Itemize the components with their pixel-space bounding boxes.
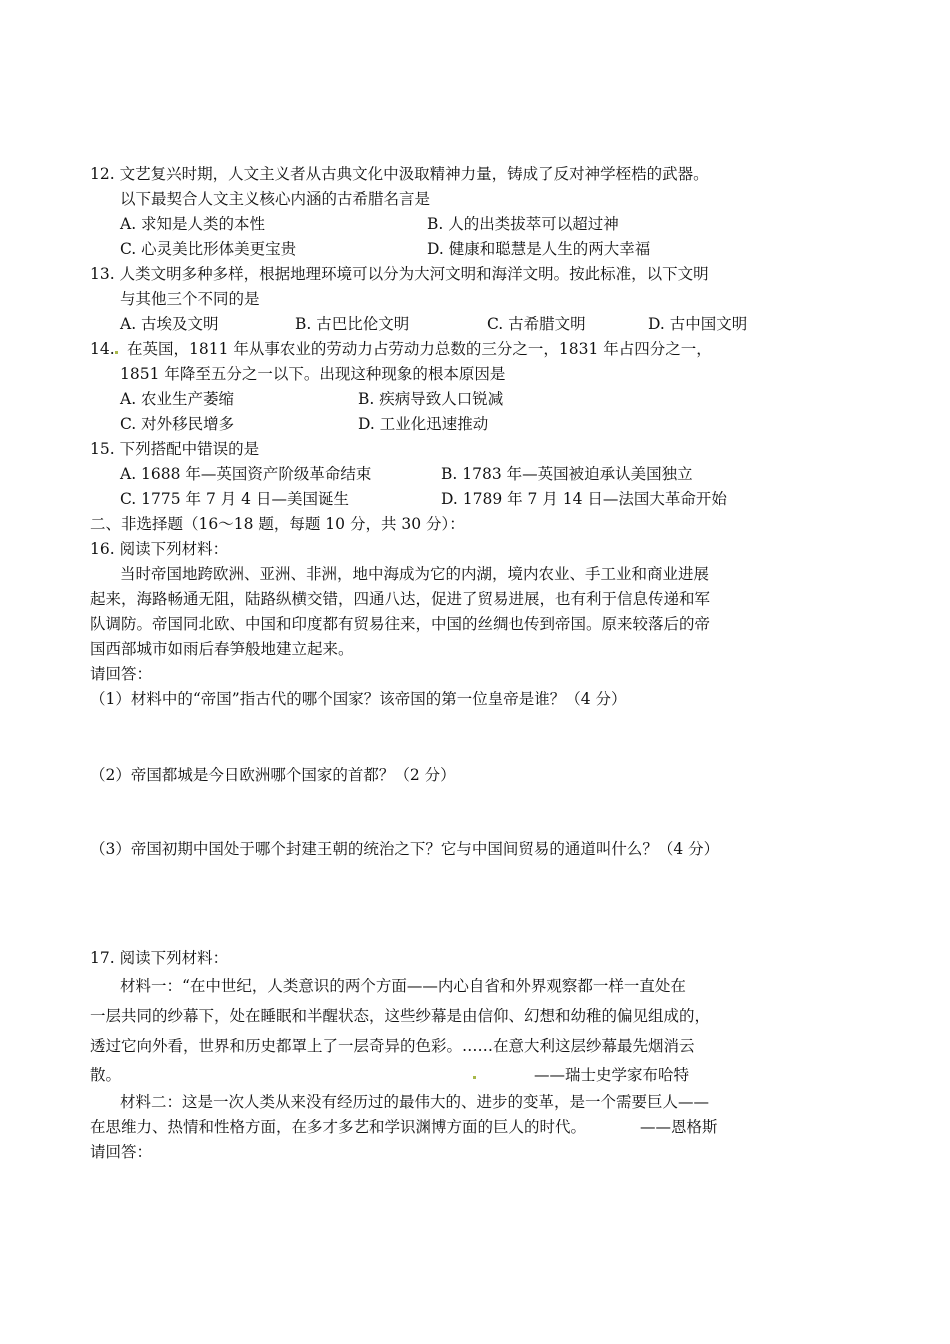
q13-option-d: D. 古中国文明 (648, 315, 748, 333)
q16-material-line2: 起来，海路畅通无阻，陆路纵横交错，四通八达，促进了贸易进展，也有利于信息传递和军 (90, 590, 711, 608)
q17-material1-line4: 散。 (90, 1066, 122, 1084)
q16-subquestion-1: （1）材料中的“帝国”指古代的哪个国家？该帝国的第一位皇帝是谁？（4 分） (90, 690, 627, 708)
q17-material2-line2: 在思维力、热情和性格方面，在多才多艺和学识渊博方面的巨人的时代。 (90, 1118, 587, 1136)
q12-stem-line1: 12. 文艺复兴时期，人文主义者从古典文化中汲取精神力量，铸成了反对神学桎梏的武器。 (90, 165, 709, 183)
q12-option-c: C. 心灵美比形体美更宝贵 (120, 240, 297, 258)
speck-mark (473, 1076, 476, 1079)
q17-material2-line1: 材料二：这是一次人类从来没有经历过的最伟大的、进步的变革，是一个需要巨人—— (120, 1093, 710, 1111)
q14-option-a: A. 农业生产萎缩 (120, 390, 235, 408)
q17-material1-line2: 一层共同的纱幕下，处在睡眠和半醒状态，这些纱幕是由信仰、幻想和幼稚的偏见组成的， (90, 1007, 711, 1025)
q16-material-line3: 队调防。帝国同北欧、中国和印度都有贸易往来，中国的丝绸也传到帝国。原来较落后的帝 (90, 615, 711, 633)
q12-option-a: A. 求知是人类的本性 (120, 215, 266, 233)
speck-mark (115, 351, 118, 354)
q16-material-line4: 国西部城市如雨后春笋般地建立起来。 (90, 640, 354, 658)
q13-option-b: B. 古巴比伦文明 (295, 315, 410, 333)
q17-material2-source: ——恩格斯 (640, 1118, 718, 1136)
q14-number: 14. (90, 340, 115, 358)
q16-subquestion-3: （3）帝国初期中国处于哪个封建王朝的统治之下？它与中国间贸易的通道叫什么？（4 分） (90, 840, 720, 858)
q13-stem-line1: 13. 人类文明多种多样，根据地理环境可以分为大河文明和海洋文明。按此标准，以下文明 (90, 265, 709, 283)
q16-ask: 请回答： (90, 665, 153, 683)
q17-material1-line1: 材料一：“在中世纪，人类意识的两个方面——内心自省和外界观察都一样一直处在 (120, 977, 686, 995)
q14-option-d: D. 工业化迅速推动 (358, 415, 489, 433)
q15-option-d: D. 1789 年 7 月 14 日—法国大革命开始 (441, 490, 727, 508)
q12-stem-line2: 以下最契合人文主义核心内涵的古希腊名言是 (120, 190, 431, 208)
q17-ask: 请回答： (90, 1143, 153, 1161)
q17-stem: 17. 阅读下列材料： (90, 949, 229, 967)
q12-option-d: D. 健康和聪慧是人生的两大幸福 (427, 240, 651, 258)
q16-material-line1: 当时帝国地跨欧洲、亚洲、非洲，地中海成为它的内湖，境内农业、手工业和商业进展 (120, 565, 710, 583)
q15-option-c: C. 1775 年 7 月 4 日—美国诞生 (120, 490, 349, 508)
q17-material1-source: ——瑞士史学家布哈特 (534, 1066, 690, 1084)
q16-stem: 16. 阅读下列材料： (90, 540, 229, 558)
q13-stem-line2: 与其他三个不同的是 (120, 290, 260, 308)
q14-option-c: C. 对外移民增多 (120, 415, 235, 433)
q17-material1-line3: 透过它向外看，世界和历史都罩上了一层奇异的色彩。……在意大利这层纱幕最先烟消云 (90, 1037, 695, 1055)
q15-option-a: A. 1688 年—英国资产阶级革命结束 (120, 465, 372, 483)
q12-option-b: B. 人的出类拔萃可以超过神 (427, 215, 619, 233)
q14-stem-line2: 1851 年降至五分之一以下。出现这种现象的根本原因是 (120, 365, 506, 383)
q16-subquestion-2: （2）帝国都城是今日欧洲哪个国家的首都？（2 分） (90, 766, 456, 784)
q13-option-c: C. 古希腊文明 (487, 315, 586, 333)
section-two-heading: 二、非选择题（16～18 题，每题 10 分，共 30 分）： (90, 515, 465, 533)
q13-option-a: A. 古埃及文明 (120, 315, 219, 333)
q15-option-b: B. 1783 年—英国被迫承认美国独立 (441, 465, 693, 483)
q15-stem: 15. 下列搭配中错误的是 (90, 440, 260, 458)
q14-option-b: B. 疾病导致人口锐减 (358, 390, 504, 408)
q14-stem-line1: 在英国，1811 年从事农业的劳动力占劳动力总数的三分之一，1831 年占四分之一， (127, 340, 712, 358)
